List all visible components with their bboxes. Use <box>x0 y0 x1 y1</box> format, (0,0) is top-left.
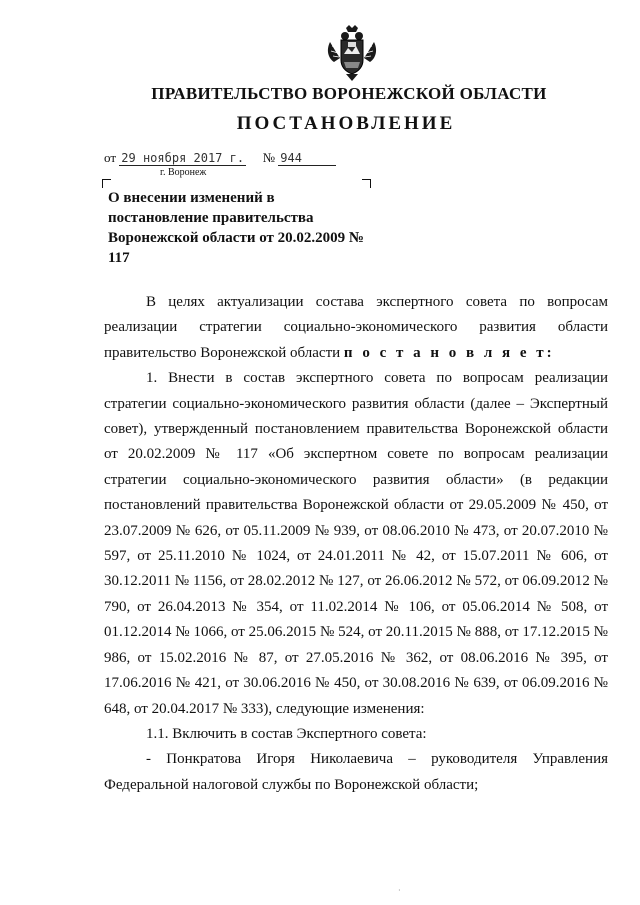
date-number-row <box>104 150 336 166</box>
decree-title: ПОСТАНОВЛЕНИЕ <box>236 113 456 134</box>
subject-corner-left <box>102 179 111 188</box>
preamble-text: В целях актуализации состава экспертного совета по вопросам реализации стратегии социально-экономического развития области правительство Воронежской области <box>104 294 608 361</box>
decree-subject: О внесении изменений в постановление правительства Воронежской области от 20.02.2009 № 117 <box>108 190 364 266</box>
subject-corner-right <box>362 179 371 188</box>
item-1-paragraph: 1. Внести в состав экспертного совета по вопросам реализации стратегии социально-экономического развития области (далее – Экспертный совет), утвержденный постановлением правительства Воронежской области от 20.02.2009 № 117 «Об экспертном совете по вопросам реализации стратегии социально-экономического развития области» (в редакции постановлений правительства Воронежской области от 29.05.2009 № 450, от 23.07.2009 № 626, от 05.11.2009 № 939, от 08.06.2010 № 473, от 20.07.2010 № 597, от 25.11.2010 № 1024, от 24.01.2011 № 42, от 15.07.2011 № 606, от 30.12.2011 № 1156, от 28.02.2012 № 127, от 26.06.2012 № 572, от 06.09.2012 № 790, от 26.04.2013 № 354, от 11.02.2014 № 106, от 05.06.2014 № 508, от 01.12.2014 № 1066, от 25.06.2015 № 524, от 20.11.2015 № 888, от 17.12.2015 № 986, от 15.02.2016 № 87, от 27.05.2016 № 362, от 08.06.2016 № 395, от 17.06.2016 № 421, от 30.06.2016 № 450, от 30.08.2016 № 639, от 06.09.2016 № 648, от 20.04.2017 № 333), следующие изменения: <box>104 370 608 717</box>
date-value: 29 ноября 2017 г. <box>121 151 245 165</box>
date-prefix: от <box>104 150 117 165</box>
scan-dot: · <box>398 886 401 895</box>
preamble-paragraph <box>104 290 608 366</box>
coat-of-arms-icon <box>324 24 380 82</box>
item-1-1-paragraph: 1.1. Включить в состав Экспертного совета: <box>146 725 427 742</box>
number-prefix: № <box>262 150 275 165</box>
city: г. Воронеж <box>160 167 207 178</box>
document-body <box>104 290 608 798</box>
number-value: 944 <box>278 152 336 166</box>
preamble-verb: п о с т а н о в л я е т: <box>343 344 555 361</box>
bullet-paragraph: - Понкратова Игоря Николаевича – руководителя Управления Федеральной налоговой службы по Воронежской области; <box>104 751 608 793</box>
government-title: ПРАВИТЕЛЬСТВО ВОРОНЕЖСКОЙ ОБЛАСТИ <box>151 84 547 103</box>
